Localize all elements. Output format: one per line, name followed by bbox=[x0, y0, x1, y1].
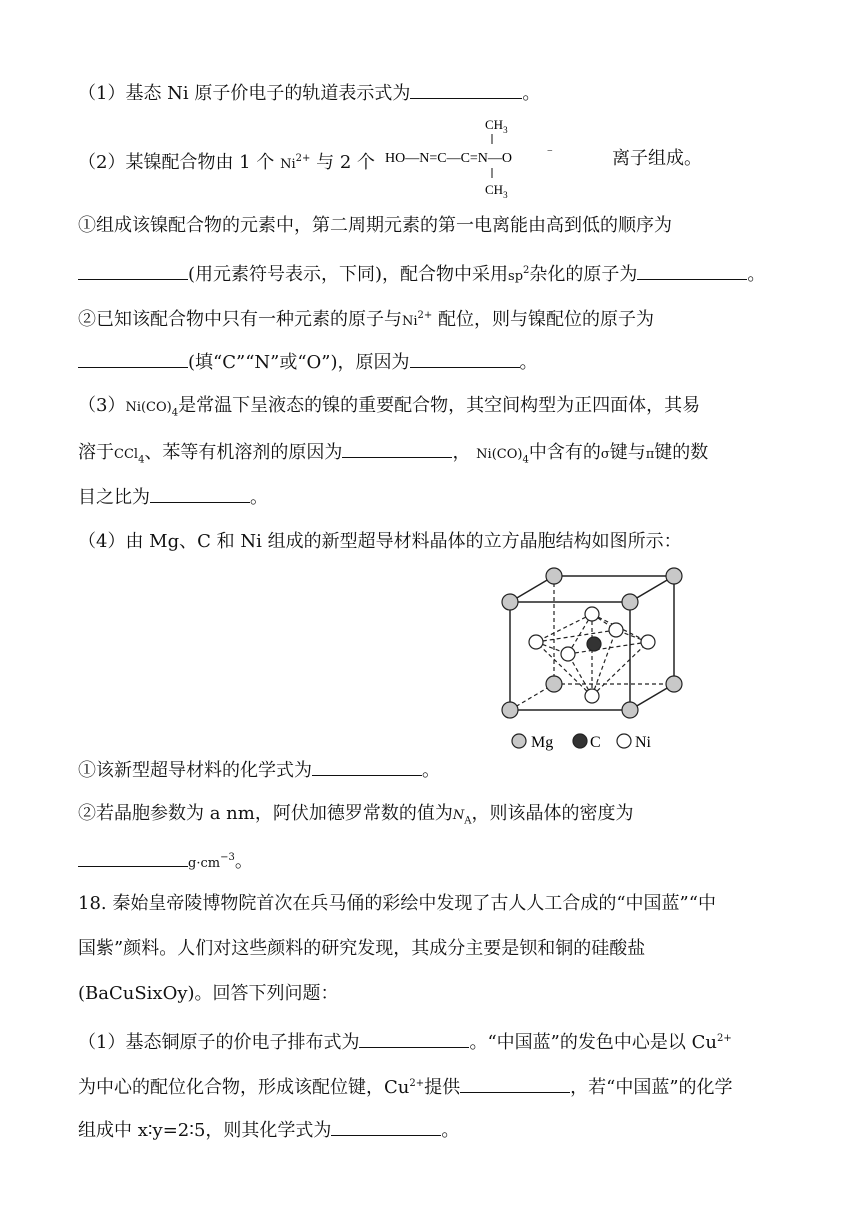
q4-2-2-text-a: ②已知该配合物中只有一种元素的原子与 bbox=[78, 309, 402, 330]
formula-sub: 4 bbox=[138, 454, 145, 466]
legend-mg-label: Mg bbox=[531, 734, 554, 751]
octa-edge bbox=[568, 642, 648, 654]
mg-atom bbox=[502, 594, 518, 610]
ni-charge: 2+ bbox=[295, 153, 311, 164]
q4-3-num: （3） bbox=[78, 395, 126, 416]
sigma-symbol: σ bbox=[600, 447, 610, 462]
q4-2-2-line1 bbox=[78, 304, 654, 334]
q18-line1 bbox=[78, 892, 716, 916]
punct: 。 bbox=[519, 352, 538, 373]
q4-4-line bbox=[78, 530, 682, 554]
ccl4-formula: CCl bbox=[114, 447, 139, 462]
ligand-charge: − bbox=[547, 146, 553, 157]
answer-blank[interactable] bbox=[150, 484, 250, 503]
q18-1-text-a: （1）基态铜原子的价电子排布式为 bbox=[78, 1032, 360, 1053]
q18-1-line1 bbox=[78, 1027, 732, 1055]
q4-4-1-line bbox=[78, 757, 440, 783]
ni-symbol: Ni bbox=[280, 157, 296, 172]
legend-c-label: C bbox=[590, 734, 601, 751]
answer-blank[interactable] bbox=[78, 349, 188, 368]
answer-blank[interactable] bbox=[410, 80, 522, 99]
q18-text-2: 国紫”颜料。人们对这些颜料的研究发现，其成分主要是钡和铜的硅酸盐 bbox=[78, 938, 646, 959]
q4-3-line3 bbox=[78, 484, 268, 510]
punct: 。 bbox=[747, 264, 766, 285]
punct: 。 bbox=[250, 487, 268, 508]
mg-atom bbox=[622, 594, 638, 610]
q4-4-2-line1 bbox=[78, 802, 633, 834]
ni-charge: 2+ bbox=[417, 310, 433, 321]
q18-1-line3 bbox=[78, 1117, 459, 1143]
q4-2-1-text-a: (用元素符号表示，下同)，配合物中采用 bbox=[188, 264, 509, 285]
q4-2-text: （2）某镍配合物由 1 个 bbox=[78, 152, 281, 173]
q18-1-text-c: 为中心的配位化合物，形成该配位键，Cu bbox=[78, 1077, 410, 1098]
cu-charge: 2+ bbox=[716, 1033, 732, 1044]
q4-4-2-text-a: ②若晶胞参数为 a nm，阿伏加德罗常数的值为 bbox=[78, 803, 453, 824]
q4-3-text-e: 键与 bbox=[609, 442, 646, 463]
density-unit: g·cm bbox=[188, 856, 221, 871]
ni-atom bbox=[561, 647, 575, 661]
c-atom bbox=[587, 637, 601, 651]
answer-blank[interactable] bbox=[78, 848, 188, 867]
ni-atom bbox=[529, 635, 543, 649]
q4-4-2-text-b: ，则该晶体的密度为 bbox=[471, 803, 634, 824]
q4-4-2-line2 bbox=[78, 846, 253, 876]
q4-3-text: 是常温下呈液态的镍的重要配合物，其空间构型为正四面体，其易 bbox=[178, 395, 701, 416]
sp-sup: 2 bbox=[523, 265, 530, 276]
q4-1-line bbox=[78, 80, 540, 106]
legend-ni-label: Ni bbox=[635, 734, 651, 751]
q4-2-1-line2 bbox=[78, 259, 765, 289]
unit-cell-diagram bbox=[492, 560, 692, 760]
nico4-formula: Ni(CO) bbox=[125, 400, 172, 415]
mg-atom bbox=[502, 702, 518, 718]
punct: 。 bbox=[441, 1120, 460, 1141]
legend-mg-swatch bbox=[512, 734, 526, 748]
avogadro-symbol: N bbox=[452, 808, 465, 823]
ni-symbol: Ni bbox=[402, 314, 418, 329]
answer-blank[interactable] bbox=[410, 349, 520, 368]
legend-ni-swatch bbox=[617, 734, 631, 748]
q4-2-line bbox=[78, 147, 375, 177]
q4-2-2-text-b: 配位，则与镍配位的原子为 bbox=[432, 309, 655, 330]
q4-3-text-g: 目之比为 bbox=[78, 487, 150, 508]
q18-1-text-b: 。“中国蓝”的发色中心是以 Cu bbox=[469, 1032, 717, 1053]
mg-atom bbox=[546, 568, 562, 584]
q4-3-line2 bbox=[78, 439, 708, 473]
punct: 。 bbox=[422, 760, 440, 781]
q4-4-1-text: ①该新型超导材料的化学式为 bbox=[78, 760, 312, 781]
mg-atom bbox=[546, 676, 562, 692]
oxime-ligand-structure bbox=[385, 114, 585, 202]
punct: ， bbox=[452, 442, 471, 463]
ni-atom bbox=[585, 607, 599, 621]
mg-atom bbox=[622, 702, 638, 718]
q4-3-text-b: 、苯等有机溶剂的原因为 bbox=[144, 442, 343, 463]
answer-blank[interactable] bbox=[359, 1029, 469, 1048]
ligand-chain: HO—N=C—C=N—O bbox=[385, 151, 513, 166]
diagram-legend bbox=[512, 734, 652, 751]
q4-2-tail bbox=[612, 147, 702, 171]
q4-2-2-line2 bbox=[78, 349, 538, 375]
avogadro-sub: A bbox=[464, 815, 472, 827]
q18-1-text-d: 提供 bbox=[424, 1077, 461, 1098]
q4-4-text: （4）由 Mg、C 和 Ni 组成的新型超导材料晶体的立方晶胞结构如图所示： bbox=[78, 531, 682, 552]
q4-2-1-line1 bbox=[78, 214, 672, 238]
q4-2-text-b: 与 2 个 bbox=[310, 152, 375, 173]
answer-blank[interactable] bbox=[460, 1074, 570, 1093]
pi-symbol: π bbox=[645, 447, 655, 462]
ni-atom bbox=[641, 635, 655, 649]
formula-sub: 4 bbox=[171, 407, 179, 419]
q4-2-1-text-b: 杂化的原子为 bbox=[529, 264, 638, 285]
methyl-bottom: $CH_3$ bbox=[485, 182, 508, 200]
q4-3-line1 bbox=[78, 394, 700, 426]
mg-atom bbox=[666, 568, 682, 584]
mg-atom bbox=[666, 676, 682, 692]
q18-line2 bbox=[78, 937, 645, 961]
legend-c-swatch bbox=[573, 734, 587, 748]
q4-2-2-text-c: (填“C”“N”或“O”)，原因为 bbox=[188, 352, 410, 373]
sp-label: sp bbox=[508, 269, 524, 284]
punct: 。 bbox=[522, 83, 541, 104]
q4-2-1-text: ①组成该镍配合物的元素中，第二周期元素的第一电离能由高到低的顺序为 bbox=[78, 215, 672, 236]
answer-blank[interactable] bbox=[637, 261, 747, 280]
unit-sup: −3 bbox=[220, 852, 235, 863]
q18-1-text-f: 组成中 x∶y=2∶5，则其化学式为 bbox=[78, 1120, 332, 1141]
answer-blank[interactable] bbox=[342, 439, 452, 458]
punct: 。 bbox=[234, 851, 253, 872]
ni-atom bbox=[609, 623, 623, 637]
methyl-top: $CH_3$ bbox=[485, 117, 508, 135]
q4-1-text: （1）基态 Ni 原子价电子的轨道表示式为 bbox=[78, 83, 411, 104]
q4-2-text-c: 离子组成。 bbox=[612, 148, 702, 169]
cu-charge: 2+ bbox=[409, 1078, 425, 1089]
q4-3-text-a: 溶于 bbox=[78, 442, 114, 463]
octa-edge bbox=[592, 642, 648, 696]
nico4-formula: Ni(CO) bbox=[476, 447, 523, 462]
q18-line3 bbox=[78, 982, 339, 1006]
answer-blank[interactable] bbox=[331, 1117, 441, 1136]
formula-sub: 4 bbox=[522, 454, 529, 466]
answer-blank[interactable] bbox=[312, 757, 422, 776]
q18-1-text-e: ，若“中国蓝”的化学 bbox=[570, 1077, 733, 1098]
answer-blank[interactable] bbox=[78, 261, 188, 280]
q18-text-3: (BaCuSixOy)。回答下列问题： bbox=[78, 983, 339, 1004]
q18-1-line2 bbox=[78, 1072, 733, 1100]
q18-text-1: 18. 秦始皇帝陵博物院首次在兵马俑的彩绘中发现了古人人工合成的“中国蓝”“中 bbox=[78, 893, 716, 914]
ni-atom bbox=[585, 689, 599, 703]
q4-3-text-d: 中含有的 bbox=[528, 442, 601, 463]
q4-3-text-f: 键的数 bbox=[654, 442, 709, 463]
